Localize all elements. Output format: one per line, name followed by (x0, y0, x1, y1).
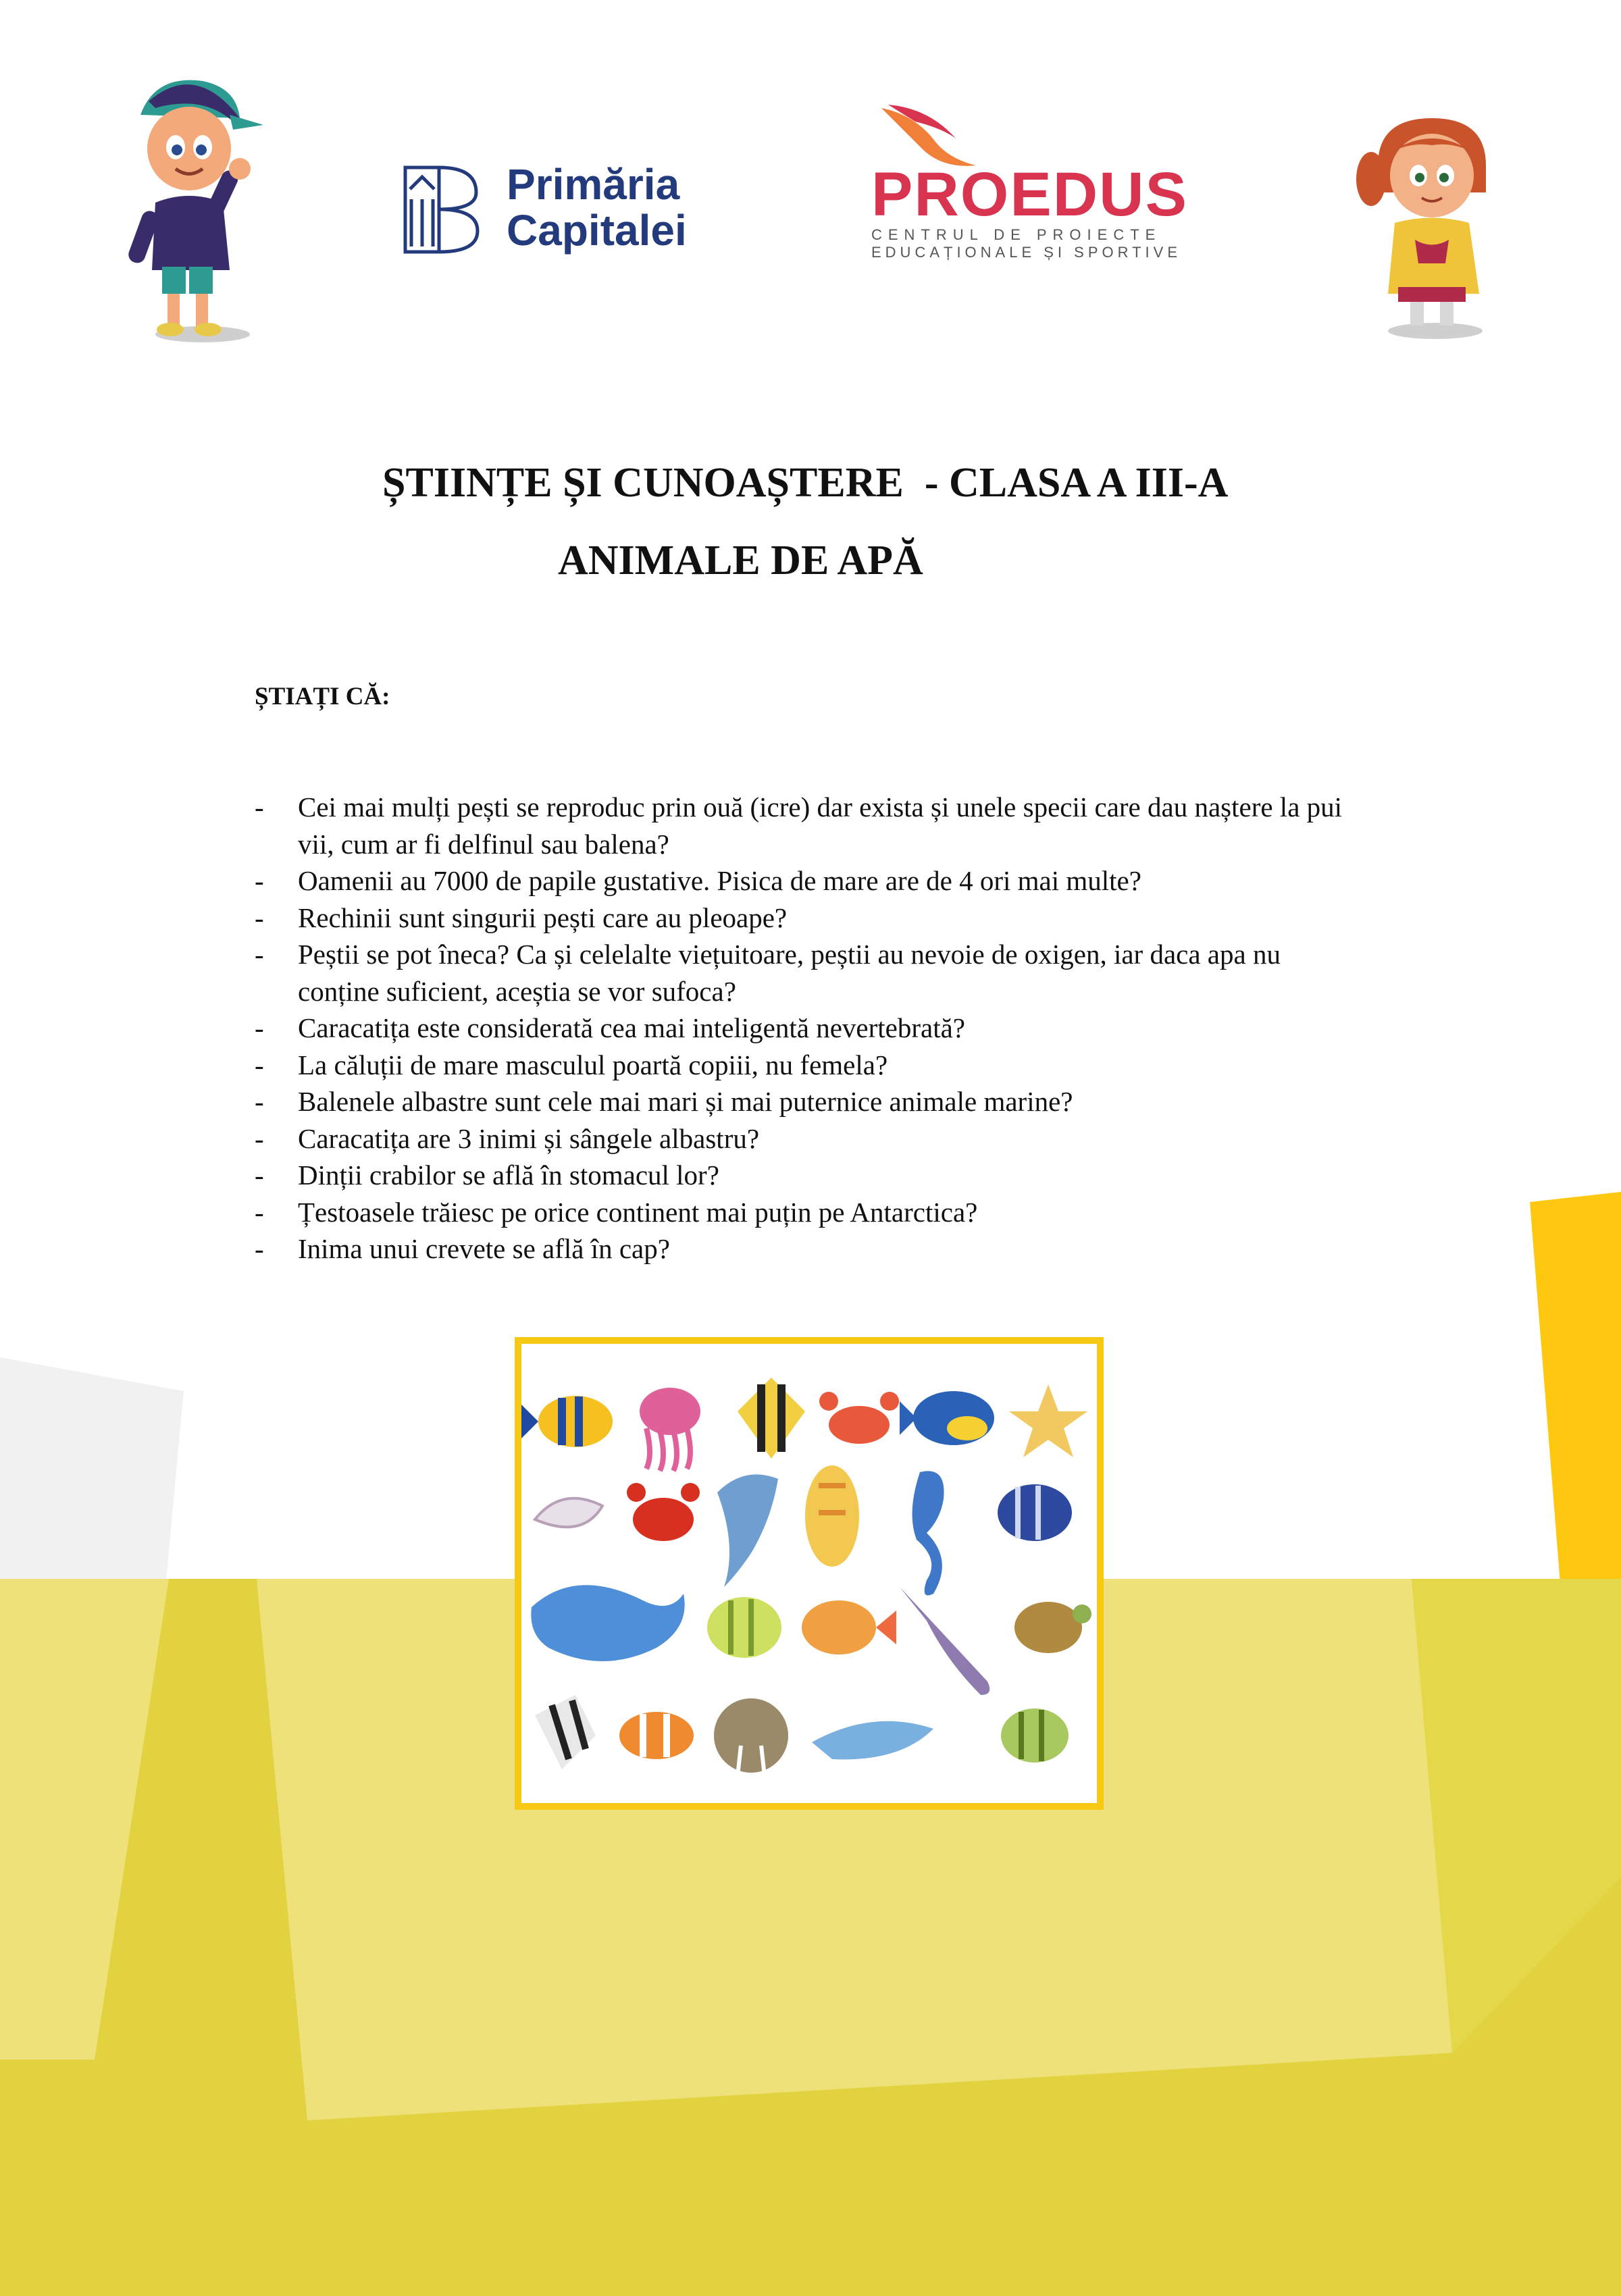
list-item: - Peștii se pot îneca? Ca și celelalte viețuitoare, peștii au nevoie de oxigen, iar daca apa nu conține suficient, aceștia se vor sufoca? (255, 936, 1349, 1010)
document-subtitle: ANIMALE DE APĂ (558, 538, 923, 583)
list-item: - Caracatița are 3 inimi și sângele albastru? (255, 1120, 1349, 1157)
primaria-capitalei-logo (402, 162, 740, 263)
girl-mascot (1351, 105, 1506, 341)
proedus-subtitle-1: CENTRUL DE PROIECTE (871, 226, 1162, 243)
primaria-building-icon (402, 162, 480, 257)
walrus-icon (714, 1698, 788, 1776)
fish-striped-icon (521, 1396, 613, 1447)
list-item: - Rechinii sunt singurii pești care au pleoape? (255, 899, 1349, 937)
document-title: ȘTIINȚE ȘI CUNOAȘTERE - CLASA A III-A (382, 460, 1229, 506)
tang-fish-icon (900, 1391, 994, 1445)
list-item: - Balenele albastre sunt cele mai mari și mai puternice animale marine? (255, 1083, 1349, 1120)
list-item: - Dinții crabilor se află în stomacul lor? (255, 1157, 1349, 1194)
proedus-title: PROEDUS (871, 160, 1188, 229)
whale-icon (531, 1585, 684, 1661)
proedus-subtitle-2: EDUCAȚIONALE ȘI SPORTIVE (871, 244, 1182, 261)
boy-mascot (108, 68, 263, 351)
facts-list (255, 789, 1349, 1268)
blue-fish-icon (998, 1484, 1072, 1541)
red-crab-icon (627, 1483, 700, 1541)
sea-animals-icon (521, 1344, 1097, 1803)
list-item: - Oamenii au 7000 de papile gustative. Pisica de mare are de 4 ori mai multe? (255, 862, 1349, 899)
primaria-text-line2: Capitalei (507, 206, 687, 255)
list-item: - Inima unui crevete se află în cap? (255, 1230, 1349, 1268)
crab-icon (819, 1392, 899, 1444)
sea-animals-illustration (515, 1337, 1104, 1810)
starfish-icon (1009, 1384, 1087, 1457)
primaria-text-line1: Primăria (507, 160, 680, 209)
list-item: - La căluții de mare masculul poartă copiii, nu femela? (255, 1047, 1349, 1084)
turtle-icon (1014, 1602, 1091, 1653)
intro-heading: ȘTIAȚI CĂ: (255, 683, 390, 710)
swordfish-icon (900, 1587, 989, 1695)
yellow-fish-icon (805, 1465, 859, 1567)
orange-fish-icon (802, 1600, 896, 1654)
jellyfish-icon (640, 1388, 700, 1471)
proedus-logo (871, 101, 1209, 263)
list-item: - Țestoasele trăiesc pe orice continent mai puțin pe Antarctica? (255, 1194, 1349, 1231)
shell-icon (535, 1498, 602, 1528)
round-fish-icon (1001, 1708, 1069, 1763)
zebra-fish-icon (535, 1695, 596, 1769)
list-item: - Cei mai mulți pești se reproduc prin ouă (icre) dar exista și unele specii care dau naștere la pui vii, cum ar fi delfinul sau balena? (255, 789, 1349, 862)
dolphin-icon (717, 1474, 778, 1587)
green-fish-icon (707, 1597, 781, 1658)
angelfish-icon (738, 1378, 805, 1459)
list-item: - Caracatița este considerată cea mai inteligentă nevertebrată? (255, 1010, 1349, 1047)
shark-icon (812, 1721, 933, 1760)
clownfish-icon (619, 1712, 694, 1759)
seahorse-icon (912, 1471, 944, 1595)
